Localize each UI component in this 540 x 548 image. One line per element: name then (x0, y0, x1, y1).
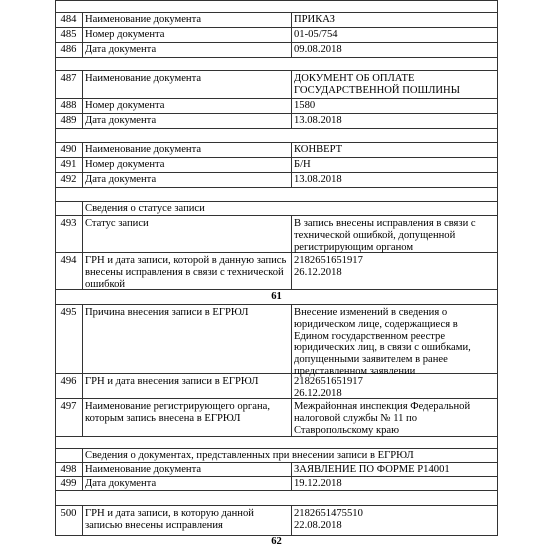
row-label: Номер документа (85, 159, 165, 170)
row-label: Наименование регистрирующего органа, которым запись внесена в ЕГРЮЛ (85, 401, 271, 424)
row-number: 494 (60, 255, 77, 266)
row-number: 492 (60, 174, 77, 185)
row-number: 500 (60, 508, 77, 519)
row-label: ГРН и дата записи, которой в данную запись внесены исправления в связи с технической ошибкой (85, 255, 287, 290)
grn-value: 2182651651917 (294, 255, 363, 266)
row-value: 1580 (294, 100, 316, 111)
table-border (55, 505, 498, 506)
table-border (55, 201, 498, 202)
table-border (55, 27, 498, 28)
row-label: ГРН и дата внесения записи в ЕГРЮЛ (85, 376, 259, 387)
table-border (55, 0, 498, 1)
row-number: 495 (60, 307, 77, 318)
date-value: 22.08.2018 (294, 519, 342, 531)
row-label: Наименование документа (85, 144, 202, 155)
row-value: 13.08.2018 (294, 115, 342, 126)
section-heading-documents: Сведения о документах, представленных при внесении записи в ЕГРЮЛ (85, 450, 414, 461)
row-value: ДОКУМЕНТ ОБ ОПЛАТЕ ГОСУДАРСТВЕННОЙ ПОШЛИНЫ (294, 73, 460, 96)
row-number: 488 (60, 100, 77, 111)
page-number: 61 (271, 291, 282, 302)
row-label: Дата документа (85, 115, 157, 126)
table-border (55, 12, 498, 13)
row-label: ГРН и дата записи, в которую данной записью внесены исправления (85, 508, 254, 531)
row-number: 499 (60, 478, 77, 489)
table-border (55, 157, 498, 158)
table-border (497, 0, 498, 536)
row-label: Наименование документа (85, 464, 202, 475)
row-label: Номер документа (85, 100, 165, 111)
table-border (55, 42, 498, 43)
grn-value: 2182651475510 (294, 508, 363, 519)
table-border (55, 215, 498, 216)
table-border (55, 70, 498, 71)
row-value (291, 376, 497, 400)
row-value: Внесение изменений в сведения о юридическом лице, содержащиеся в Едином государственном реестре юридических лиц, в связи с ошибками, допущенными заявителем в ранее представленном заявлении (294, 307, 471, 377)
row-number: 496 (60, 376, 77, 387)
table-border (55, 57, 498, 58)
row-value: ЗАЯВЛЕНИЕ ПО ФОРМЕ Р14001 (294, 464, 450, 475)
row-value: Межрайонная инспекция Федеральной налоговой службы № 11 по Ставропольскому краю (294, 401, 471, 436)
row-value (291, 508, 497, 532)
section-heading-status: Сведения о статусе записи (85, 203, 205, 214)
row-value (291, 255, 497, 279)
row-value: 09.08.2018 (294, 44, 342, 55)
row-number: 490 (60, 144, 77, 155)
row-value: В запись внесены исправления в связи с технической ошибкой, допущенной регистрирующим органом (294, 218, 476, 253)
row-label: Номер документа (85, 29, 165, 40)
row-value: ПРИКАЗ (294, 14, 335, 25)
row-value: Б/Н (294, 159, 311, 170)
row-number: 497 (60, 401, 77, 412)
row-label: Дата документа (85, 44, 157, 55)
table-border (55, 462, 498, 463)
table-border (55, 490, 498, 491)
table-border (55, 476, 498, 477)
grn-value: 2182651651917 (294, 376, 363, 387)
row-number: 489 (60, 115, 77, 126)
page-number: 62 (271, 536, 282, 547)
row-number: 486 (60, 44, 77, 55)
table-border (55, 98, 498, 99)
row-number: 498 (60, 464, 77, 475)
row-label: Дата документа (85, 478, 157, 489)
date-value: 26.12.2018 (294, 266, 342, 278)
row-number: 484 (60, 14, 77, 25)
row-label: Дата документа (85, 174, 157, 185)
row-value: 19.12.2018 (294, 478, 342, 489)
row-label: Наименование документа (85, 14, 202, 25)
table-border (55, 172, 498, 173)
row-label: Причина внесения записи в ЕГРЮЛ (85, 307, 249, 318)
table-border (55, 187, 498, 188)
egrul-extract-page (55, 0, 498, 547)
table-border (55, 113, 498, 114)
date-value: 26.12.2018 (294, 387, 342, 399)
table-border (55, 142, 498, 143)
row-value: 13.08.2018 (294, 174, 342, 185)
row-label: Статус записи (85, 218, 149, 229)
row-value: КОНВЕРТ (294, 144, 343, 155)
row-number: 491 (60, 159, 77, 170)
row-number: 493 (60, 218, 77, 229)
table-border (55, 304, 498, 305)
row-label: Наименование документа (85, 73, 202, 84)
table-border (55, 128, 498, 129)
row-value: 01-05/754 (294, 29, 338, 40)
row-number: 487 (60, 73, 77, 84)
table-border (55, 448, 498, 449)
row-number: 485 (60, 29, 77, 40)
